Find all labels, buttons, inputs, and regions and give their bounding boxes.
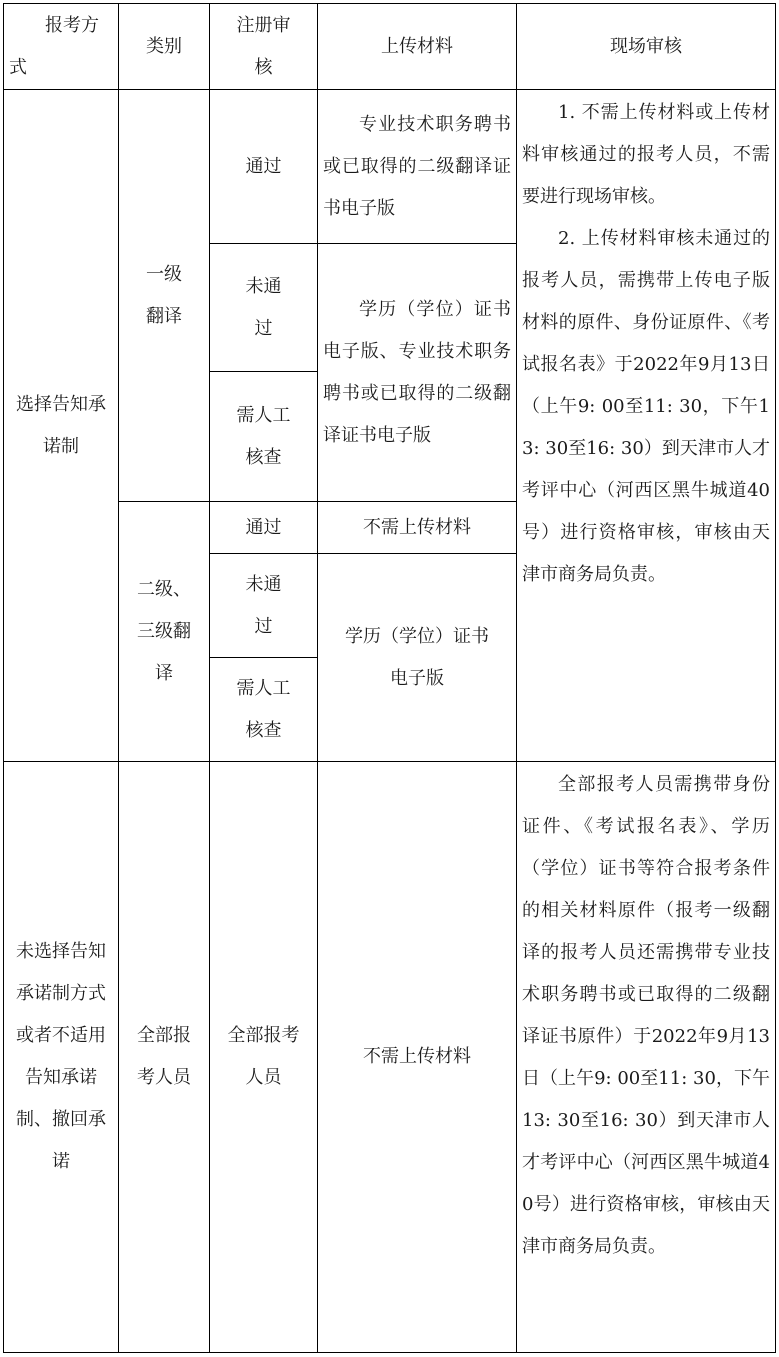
review-cell-level23-fail: 未通过 [210, 554, 318, 658]
category-cell-all: 全部报考人员 [119, 762, 210, 1353]
header-row [4, 4, 776, 90]
review-cell-level1-manual: 需人工核查 [210, 372, 318, 502]
header-category: 类别 [119, 4, 210, 90]
upload-cell-level23-fail-manual: 学历（学位）证书电子版 [318, 554, 517, 762]
review-cell-level23-pass: 通过 [210, 502, 318, 554]
onsite-paragraph-1: 1. 不需上传材料或上传材料审核通过的报考人员，不需要进行现场审核。 [522, 102, 770, 207]
review-cell-level23-manual: 需人工核查 [210, 658, 318, 762]
review-cell-all: 全部报考人员 [210, 762, 318, 1353]
onsite-cell-all: 全部报考人员需携带身份证件、《考试报名表》、学历（学位）证书等符合报考条件的相关材料原件（报考一级翻译的报考人员还需携带专业技术职务聘书或已取得的二级翻译证书原件）于2022年9月13日（上午9: 00至11: 30，下午13: 30至16: 30）到天津市人才考评中心（河西区黑牛城道40号）进行资格审核，审核由天津市商务局负责。 [517, 762, 776, 1353]
category-cell-level1: 一级翻译 [119, 90, 210, 502]
mode-cell-commitment: 选择告知承诺制 [4, 90, 119, 762]
review-cell-level1-pass: 通过 [210, 90, 318, 244]
onsite-paragraph-2: 2. 上传材料审核未通过的报考人员，需携带上传电子版材料的原件、身份证原件、《考试报名表》于2022年9月13日（上午9: 00至11: 30，下午13: 30至16: 30）到天津市人才考评中心（河西区黑牛城道40号）进行资格审核，审核由天津市商务局负责。 [522, 228, 770, 585]
upload-cell-level1-pass: 专业技术职务聘书或已取得的二级翻译证书电子版 [318, 90, 517, 244]
header-mode: 报考方式 [4, 4, 119, 90]
onsite-cell-commitment [517, 90, 776, 762]
category-cell-level23: 二级、三级翻译 [119, 502, 210, 762]
upload-cell-level1-fail-manual: 学历（学位）证书电子版、专业技术职务聘书或已取得的二级翻译证书电子版 [318, 244, 517, 502]
review-cell-level1-fail: 未通过 [210, 244, 318, 372]
table-row [4, 90, 776, 244]
header-onsite-review: 现场审核 [517, 4, 776, 90]
header-registration-review: 注册审核 [210, 4, 318, 90]
upload-cell-all: 不需上传材料 [318, 762, 517, 1353]
table-row [4, 762, 776, 1353]
mode-cell-no-commitment: 未选择告知承诺制方式或者不适用告知承诺制、撤回承诺 [4, 762, 119, 1353]
header-upload-materials: 上传材料 [318, 4, 517, 90]
exam-review-table [3, 3, 776, 1353]
upload-cell-level23-pass: 不需上传材料 [318, 502, 517, 554]
